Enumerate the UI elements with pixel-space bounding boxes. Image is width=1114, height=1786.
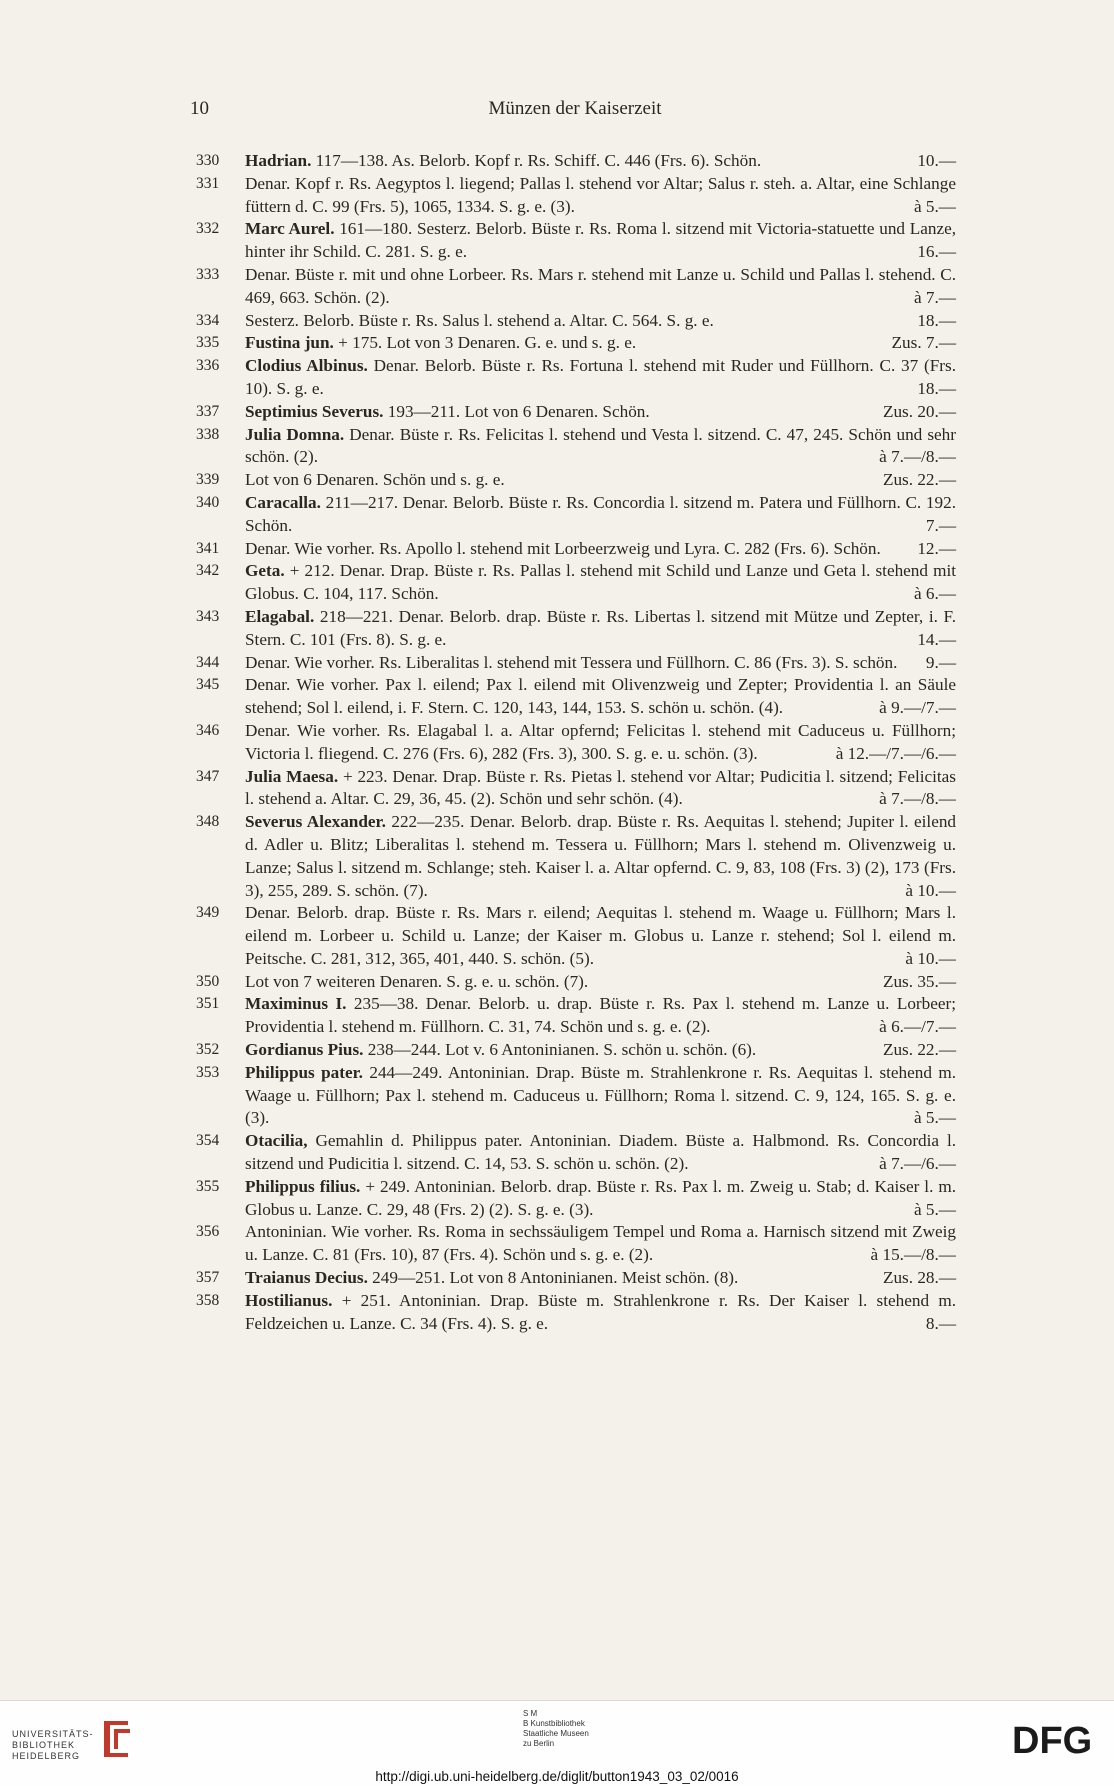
entry-number: 331 (196, 174, 220, 192)
entry-description: Sesterz. Belorb. Büste r. Rs. Salus l. stehend a. Altar. C. 564. S. g. e. (245, 310, 714, 330)
catalog-entry (190, 1062, 960, 1130)
entry-number: 352 (196, 1041, 220, 1059)
entry-description: 235—38. Denar. Belorb. u. drap. Büste r. Rs. Pax l. stehend m. Lanze u. Lorbeer; Providentia l. stehend m. Füllhorn. C. 31, 74. Schön und s. g. e. (2). (245, 994, 956, 1037)
entry-number: 335 (196, 334, 220, 352)
entry-number: 338 (196, 425, 220, 443)
entry-price: à 7.—/8.— (879, 789, 956, 809)
entry-number: 357 (196, 1269, 220, 1287)
entry-price: 10.— (917, 151, 956, 170)
entry-price: 12.— (917, 538, 956, 558)
catalog-entry (190, 1130, 960, 1176)
catalog-entry (190, 1176, 960, 1222)
entry-text (245, 401, 956, 424)
entry-description: 193—211. Lot von 6 Denaren. Schön. (387, 401, 650, 421)
entry-description: Lot von 7 weiteren Denaren. S. g. e. u. schön. (7). (245, 971, 589, 991)
entry-number: 347 (196, 767, 220, 785)
entry-text (245, 469, 956, 492)
entry-description: Gemahlin d. Philippus pater. Antoninian. Diadem. Büste a. Halbmond. Rs. Concordia l. sitzend und Pudicitia l. sitzend. C. 14, 53. S. schön u. schön. (2). (245, 1131, 957, 1174)
ruler-name: Maximinus I. (245, 994, 347, 1014)
entry-description: 211—217. Denar. Belorb. Büste r. Rs. Concordia l. sitzend m. Patera und Füllhorn. C. 192. Schön. (245, 492, 956, 535)
entry-price: 18.— (917, 378, 956, 398)
entry-number: 351 (196, 995, 220, 1013)
entry-price: 8.— (925, 1313, 956, 1333)
entry-description: 218—221. Denar. Belorb. drap. Büste r. Rs. Libertas l. sitzend mit Mütze und Zepter, i. F. Stern. C. 101 (Frs. 8). S. g. e. (245, 606, 957, 649)
catalog-entry (190, 173, 960, 219)
entry-text (245, 993, 956, 1039)
ruler-name: Hostilianus. (245, 1290, 333, 1310)
entry-price: à 7.— (913, 287, 956, 307)
entry-number: 356 (196, 1223, 220, 1241)
entry-description: Denar. Kopf r. Rs. Aegyptos l. liegend; Pallas l. stehend vor Altar; Salus r. steh. a. Altar, eine Schlange füttern d. C. 99 (Frs. 5), 1065, 1334. S. g. e. (3). (245, 173, 956, 216)
entry-text (245, 971, 956, 994)
catalog-entry (190, 1267, 960, 1290)
entry-number: 354 (196, 1132, 220, 1150)
entry-price: Zus. 35.— (882, 971, 956, 991)
ruler-name: Clodius Albinus. (245, 356, 368, 376)
catalog-entry (190, 538, 960, 561)
entry-text (245, 720, 956, 766)
catalog-entry (190, 1290, 960, 1336)
entry-text (245, 766, 956, 812)
catalog-entry (190, 1221, 960, 1267)
entry-text (245, 355, 956, 401)
entry-description: 249—251. Lot von 8 Antoninianen. Meist schön. (8). (372, 1268, 739, 1288)
catalog-entry (190, 902, 960, 970)
ruler-name: Gordianus Pius. (245, 1040, 364, 1060)
entry-number: 355 (196, 1177, 220, 1195)
ruler-name: Philippus filius. (245, 1176, 361, 1196)
catalog-entry (190, 993, 960, 1039)
entry-price: à 15.—/8.— (870, 1245, 956, 1265)
catalog-entry (190, 310, 960, 333)
entry-text (245, 1267, 956, 1290)
entry-number: 340 (196, 493, 220, 511)
entry-number: 345 (196, 676, 220, 694)
entry-number: 353 (196, 1063, 220, 1081)
catalog-entry (190, 492, 960, 538)
catalog-entry (190, 652, 960, 675)
source-url-link[interactable]: http://digi.ub.uni-heidelberg.de/diglit/button1943_03_02/0016 (375, 1769, 739, 1784)
entry-price: à 5.— (913, 1108, 956, 1128)
entry-price: 7.— (925, 515, 956, 535)
entry-number: 343 (196, 607, 220, 625)
entry-text (245, 424, 956, 470)
entry-text (245, 310, 956, 333)
entry-text (245, 538, 956, 561)
entry-text (245, 264, 956, 310)
entry-price: Zus. 22.— (882, 470, 956, 490)
entry-text (245, 902, 956, 970)
entry-description: Denar. Wie vorher. Rs. Liberalitas l. stehend mit Tessera und Füllhorn. C. 86 (Frs. 3). S. schön. (245, 652, 898, 672)
catalog-entry (190, 401, 960, 424)
entry-price: 14.— (917, 629, 956, 649)
dfg-logo-icon (1012, 1719, 1104, 1759)
entry-number: 341 (196, 539, 220, 557)
library-stamp: S M B Kunstbibliothek Staatliche Museen zu Berlin (523, 1709, 589, 1748)
entry-price: à 5.— (913, 1199, 956, 1219)
catalog-entry (190, 971, 960, 994)
entry-description: Antoninian. Wie vorher. Rs. Roma in sechssäuligem Tempel und Roma a. Harnisch sitzend mit Zweig u. Lanze. C. 81 (Frs. 10), 87 (Frs. 4). Schön und s. g. e. (2). (245, 1222, 956, 1265)
entry-description: 222—235. Denar. Belorb. drap. Büste r. Rs. Aequitas l. stehend; Jupiter l. eilend d. Adler u. Blitz; Liberalitas l. stehend m. Tessera u. Füllhorn; Mars l. stehend m. Olivenzweig u. Lanze; Salus l. sitzend m. Schlange; steh. Kaiser l. a. Altar opfernd. C. 9, 83, 108 (Frs. 3) (2), 173 (Frs. 3), 255, 289. S. schön. (7). (245, 812, 957, 900)
entry-number: 346 (196, 721, 220, 739)
entry-price: Zus. 28.— (882, 1268, 956, 1288)
entry-number: 344 (196, 653, 220, 671)
ruler-name: Severus Alexander. (245, 812, 386, 832)
entry-number: 339 (196, 471, 220, 489)
entry-number: 330 (196, 152, 220, 169)
entry-description: Denar. Belorb. Büste r. Rs. Fortuna l. stehend mit Ruder und Füllhorn. C. 37 (Frs. 10). S. g. e. (245, 356, 957, 398)
ruler-name: Geta. (245, 561, 285, 581)
university-logo-icon (100, 1719, 134, 1759)
entry-number: 342 (196, 562, 220, 580)
entry-description: + 223. Denar. Drap. Büste r. Rs. Pietas l. stehend vor Altar; Pudicitia l. sitzend; Felicitas l. stehend a. Altar. C. 29, 36, 45. (2). Schön und sehr schön. (4). (245, 766, 957, 809)
entry-description: 238—244. Lot v. 6 Antoninianen. S. schön u. schön. (6). (367, 1040, 757, 1060)
entry-description: + 249. Antoninian. Belorb. drap. Büste r. Rs. Pax l. m. Zweig u. Stab; d. Kaiser l. m. Globus u. Lanze. C. 29, 48 (Frs. 2) (2). S. g. e. (3). (245, 1176, 957, 1219)
entry-price: à 12.—/7.—/6.— (835, 743, 956, 763)
catalog-entry (190, 674, 960, 720)
ruler-name: Elagabal. (245, 606, 315, 626)
entry-number: 350 (196, 972, 220, 990)
page-number: 10 (190, 98, 209, 119)
entry-text (245, 606, 956, 652)
catalog-entries (190, 150, 960, 1335)
footer-bar (0, 1700, 1114, 1786)
ruler-name: Hadrian. (245, 151, 312, 170)
entry-number: 358 (196, 1291, 220, 1309)
entry-text (245, 1221, 956, 1267)
entry-number: 348 (196, 813, 220, 831)
catalog-entry (190, 264, 960, 310)
ruler-name: Marc Aurel. (245, 219, 335, 239)
entry-price: à 5.— (913, 196, 956, 216)
catalog-entry (190, 150, 960, 173)
entry-price: 18.— (917, 310, 956, 330)
entry-number: 334 (196, 311, 220, 329)
ruler-name: Traianus Decius. (245, 1268, 368, 1288)
entry-description: 244—249. Antoninian. Drap. Büste m. Strahlenkrone r. Rs. Aequitas l. stehend m. Waage u. Füllhorn; Pax l. stehend m. Caduceus u. Füllhorn; Roma l. sitzend. C. 9, 124, 165. S. g. e. (3). (245, 1062, 956, 1128)
entry-price: à 7.—/6.— (879, 1154, 956, 1174)
ruler-name: Philippus pater. (245, 1062, 363, 1082)
entry-number: 349 (196, 904, 220, 922)
entry-description: 117—138. As. Belorb. Kopf r. Rs. Schiff. C. 446 (Frs. 6). Schön. (315, 151, 762, 170)
entry-price: à 9.—/7.— (879, 698, 956, 718)
catalog-entry (190, 720, 960, 766)
entry-text (245, 173, 956, 219)
entry-text (245, 1130, 956, 1176)
entry-price: à 6.— (913, 584, 956, 604)
entry-price: Zus. 22.— (882, 1040, 956, 1060)
entry-description: Denar. Belorb. drap. Büste r. Rs. Mars r. eilend; Aequitas l. stehend m. Waage u. Füllhorn; Mars l. eilend m. Lorbeer u. Schild u. Lanze; der Kaiser m. Globus u. Lanze r. stehend; Sol l. eilend m. Peitsche. C. 281, 312, 365, 401, 440. S. schön. (5). (245, 903, 956, 968)
catalog-entry (190, 469, 960, 492)
catalog-entry (190, 811, 960, 902)
ruler-name: Otacilia, (245, 1131, 308, 1151)
entry-description: + 251. Antoninian. Drap. Büste m. Strahlenkrone r. Rs. Der Kaiser l. stehend m. Feldzeichen u. Lanze. C. 34 (Frs. 4). S. g. e. (245, 1290, 956, 1333)
catalog-entry (190, 355, 960, 401)
entry-text (245, 811, 956, 902)
catalog-entry (190, 560, 960, 606)
svg-text:DFG: DFG (1012, 1720, 1093, 1759)
entry-number: 336 (196, 357, 220, 375)
entry-number: 333 (196, 265, 220, 283)
entry-text (245, 1062, 956, 1130)
entry-price: à 10.— (905, 948, 956, 968)
entry-text (245, 150, 956, 173)
entry-price: à 10.— (905, 880, 956, 900)
entry-description: 161—180. Sesterz. Belorb. Büste r. Rs. Roma l. sitzend mit Victoria-statuette und Lanze, hinter ihr Schild. C. 281. S. g. e. (245, 219, 956, 262)
entry-description: Lot von 6 Denaren. Schön und s. g. e. (245, 470, 505, 490)
entry-price: à 6.—/7.— (879, 1017, 956, 1037)
entry-description: + 212. Denar. Drap. Büste r. Rs. Pallas l. stehend mit Schild und Lanze und Geta l. stehend mit Globus. C. 104, 117. Schön. (245, 561, 957, 604)
entry-price: Zus. 7.— (891, 333, 956, 353)
entry-price: Zus. 20.— (882, 401, 956, 421)
entry-text (245, 1290, 956, 1336)
entry-text (245, 1039, 956, 1062)
catalog-entry (190, 424, 960, 470)
catalog-entry (190, 606, 960, 652)
entry-price: à 7.—/8.— (879, 447, 956, 467)
university-library-text: UNIVERSITÄTS- BIBLIOTHEK HEIDELBERG (12, 1729, 94, 1761)
entry-price: 9.— (925, 652, 956, 672)
entry-price: 16.— (917, 242, 956, 262)
entry-description: Denar. Büste r. Rs. Felicitas l. stehend und Vesta l. sitzend. C. 47, 245. Schön und sehr schön. (2). (245, 424, 956, 467)
catalog-entry (190, 766, 960, 812)
ruler-name: Caracalla. (245, 492, 321, 512)
entry-text (245, 652, 956, 675)
entry-number: 332 (196, 220, 220, 238)
ruler-name: Septimius Severus. (245, 401, 384, 421)
entry-text (245, 674, 956, 720)
entry-text (245, 560, 956, 606)
catalog-entry (190, 218, 960, 264)
catalog-entry (190, 1039, 960, 1062)
entry-description: Denar. Wie vorher. Rs. Elagabal l. a. Altar opfernd; Felicitas l. stehend mit Caduceus u. Füllhorn; Victoria l. fliegend. C. 276 (Frs. 6), 282 (Frs. 3), 300. S. g. e. u. schön. (3). (245, 720, 956, 763)
page-header (190, 98, 960, 124)
entry-text (245, 332, 956, 355)
entry-text (245, 1176, 956, 1222)
catalog-entry (190, 332, 960, 355)
entry-description: Denar. Wie vorher. Rs. Apollo l. stehend mit Lorbeerzweig und Lyra. C. 282 (Frs. 6). Schön. (245, 538, 881, 558)
entry-text (245, 492, 956, 538)
ruler-name: Fustina jun. (245, 333, 334, 353)
entry-number: 337 (196, 402, 220, 420)
ruler-name: Julia Domna. (245, 424, 345, 444)
entry-description: + 175. Lot von 3 Denaren. G. e. und s. g. e. (338, 333, 637, 353)
entry-description: Denar. Wie vorher. Pax l. eilend; Pax l. eilend mit Olivenzweig und Zepter; Providentia l. an Säule stehend; Sol l. eilend, i. F. Stern. C. 120, 143, 144, 153. S. schön u. schön. (4). (245, 675, 956, 718)
ruler-name: Julia Maesa. (245, 766, 339, 786)
entry-text (245, 218, 956, 264)
page-title: Münzen der Kaiserzeit (488, 98, 662, 119)
entry-description: Denar. Büste r. mit und ohne Lorbeer. Rs. Mars r. stehend mit Lanze u. Schild und Pallas l. stehend. C. 469, 663. Schön. (2). (245, 264, 956, 307)
